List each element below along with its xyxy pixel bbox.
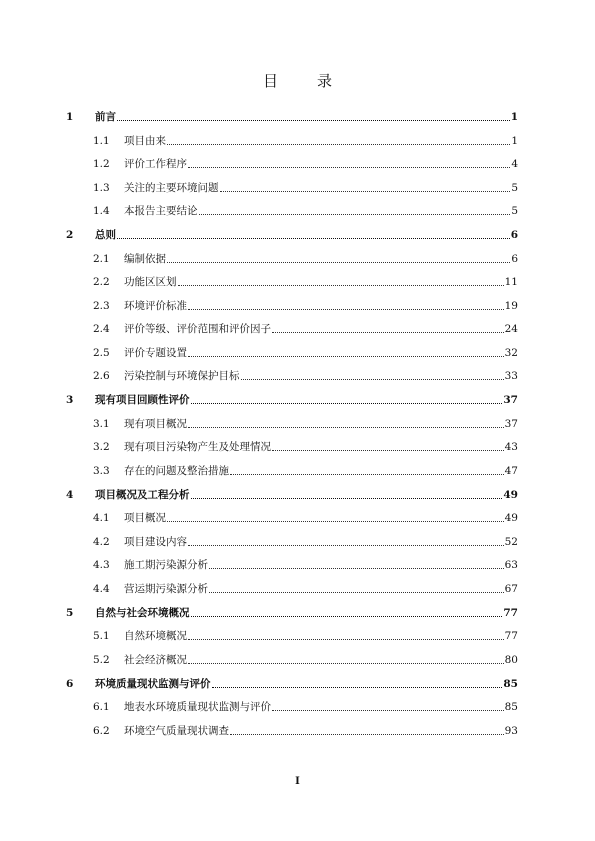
- toc-entry-number: 2.3: [93, 299, 110, 312]
- toc-dot-leader: [188, 166, 510, 168]
- toc-dot-leader: [188, 638, 504, 640]
- toc-dot-leader: [188, 662, 504, 664]
- toc-entry-title: 自然环境概况: [124, 630, 187, 642]
- toc-entry-number: 5.2: [93, 653, 110, 666]
- toc-entry-number: 2.2: [93, 276, 110, 288]
- toc-entry-number: 1: [66, 111, 74, 123]
- toc-entry-title: 评价工作程序: [124, 158, 187, 170]
- toc-entry-number: 3.1: [93, 417, 110, 430]
- toc-section-entry[interactable]: [66, 620, 518, 644]
- toc-entry-title: 项目概况: [124, 512, 166, 524]
- toc-entry-page: 1: [511, 134, 518, 147]
- toc-entry-title: 评价专题设置: [124, 346, 187, 359]
- toc-entry-number: 6.2: [93, 724, 110, 737]
- toc-entry-page: 19: [504, 299, 518, 312]
- toc-entry-page: 85: [504, 701, 518, 713]
- toc-section-entry[interactable]: [66, 313, 518, 337]
- toc-dot-leader: [167, 143, 510, 145]
- toc-dot-leader: [199, 213, 511, 215]
- toc-section-entry[interactable]: [66, 691, 518, 715]
- toc-entry-title: 关注的主要环境问题: [124, 181, 219, 194]
- toc-entry-title: 营运期污染源分析: [124, 582, 208, 595]
- toc-entry-page: 85: [503, 677, 518, 690]
- toc-entry-page: 37: [503, 394, 518, 406]
- toc-entry-number: 1.4: [93, 205, 110, 217]
- toc-entry-page: 49: [504, 512, 518, 524]
- toc-section-entry[interactable]: [66, 572, 518, 596]
- toc-entry-number: 6.1: [93, 701, 110, 713]
- toc-entry-page: 43: [504, 441, 518, 453]
- toc-entry-title: 前言: [95, 111, 116, 123]
- toc-entry-title: 环境质量现状监测与评价: [95, 677, 211, 690]
- toc-entry-number: 4.3: [93, 559, 110, 571]
- toc-dot-leader: [272, 709, 504, 711]
- toc-dot-leader: [188, 426, 504, 428]
- toc-entry-page: 67: [504, 582, 518, 595]
- toc-dot-leader: [188, 355, 504, 357]
- toc-entry-page: 5: [511, 181, 518, 194]
- toc-section-entry[interactable]: [66, 195, 518, 219]
- toc-dot-leader: [191, 497, 503, 499]
- toc-entry-page: 77: [504, 630, 518, 642]
- toc-entry-number: 1.2: [93, 158, 110, 170]
- toc-entry-page: 63: [504, 559, 518, 571]
- toc-entry-page: 24: [504, 323, 518, 335]
- toc-dot-leader: [188, 308, 504, 310]
- toc-entry-title: 功能区区划: [124, 276, 177, 288]
- toc-entry-number: 2.4: [93, 323, 110, 335]
- toc-section-entry[interactable]: [66, 124, 518, 148]
- toc-entry-number: 4: [66, 488, 74, 501]
- toc-entry-number: 4.4: [93, 582, 110, 595]
- toc-dot-leader: [191, 615, 503, 617]
- toc-dot-leader: [272, 331, 504, 333]
- toc-dot-leader: [178, 284, 504, 286]
- toc-entry-number: 1.1: [93, 134, 110, 147]
- toc-dot-leader: [220, 190, 511, 192]
- toc-entry-title: 地表水环境质量现状监测与评价: [124, 701, 271, 713]
- toc-entry-title: 自然与社会环境概况: [95, 606, 190, 619]
- toc-entry-page: 11: [504, 276, 518, 288]
- toc-entry-number: 3: [66, 394, 74, 406]
- toc-dot-leader: [188, 544, 504, 546]
- toc-entry-page: 5: [511, 205, 518, 217]
- toc-section-entry[interactable]: [66, 242, 518, 266]
- toc-entry-number: 3.3: [93, 464, 110, 477]
- page-number: I: [295, 776, 300, 787]
- toc-entry-title: 本报告主要结论: [124, 205, 198, 217]
- toc-section-entry[interactable]: [66, 266, 518, 290]
- toc-entry-title: 环境空气质量现状调查: [124, 724, 229, 737]
- toc-chapter-entry[interactable]: [66, 478, 518, 502]
- toc-chapter-entry[interactable]: [66, 102, 518, 124]
- toc-entry-number: 1.3: [93, 181, 110, 194]
- toc-dot-leader: [272, 449, 504, 451]
- toc-entry-page: 80: [504, 653, 518, 666]
- toc-entry-title: 评价等级、评价范围和评价因子: [124, 323, 271, 335]
- toc-entry-number: 4.1: [93, 512, 110, 524]
- toc-entry-title: 污染控制与环境保护目标: [124, 370, 240, 382]
- toc-entry-title: 现有项目污染物产生及处理情况: [124, 441, 271, 453]
- toc-entry-page: 4: [511, 158, 518, 170]
- toc-entry-number: 3.2: [93, 441, 110, 453]
- toc-section-entry[interactable]: [66, 360, 518, 384]
- toc-chapter-entry[interactable]: [66, 383, 518, 407]
- toc-section-entry[interactable]: [66, 714, 518, 738]
- toc-entry-number: 6: [66, 677, 74, 690]
- toc-section-entry[interactable]: [66, 502, 518, 526]
- toc-entry-page: 6: [510, 229, 518, 241]
- toc-dot-leader: [209, 567, 504, 569]
- toc-entry-number: 2.1: [93, 252, 110, 265]
- toc-entry-title: 现有项目回顾性评价: [95, 394, 190, 406]
- toc-entry-page: 47: [504, 464, 518, 477]
- page-title: 目 录: [262, 72, 344, 90]
- toc-dot-leader: [117, 237, 510, 239]
- toc-chapter-entry[interactable]: [66, 596, 518, 620]
- table-of-contents: [66, 102, 518, 738]
- toc-entry-page: 33: [504, 370, 518, 382]
- toc-entry-title: 项目由来: [124, 134, 166, 147]
- toc-entry-title: 环境评价标准: [124, 299, 187, 312]
- toc-entry-number: 2.6: [93, 370, 110, 382]
- toc-section-entry[interactable]: [66, 407, 518, 431]
- toc-dot-leader: [212, 686, 503, 688]
- toc-entry-page: 32: [504, 346, 518, 359]
- toc-entry-page: 1: [510, 111, 518, 123]
- toc-section-entry[interactable]: [66, 454, 518, 478]
- toc-dot-leader: [230, 473, 504, 475]
- toc-section-entry[interactable]: [66, 289, 518, 313]
- toc-entry-page: 49: [503, 488, 518, 501]
- toc-entry-page: 37: [504, 417, 518, 430]
- toc-entry-title: 社会经济概况: [124, 653, 187, 666]
- toc-entry-title: 项目概况及工程分析: [95, 488, 190, 501]
- toc-entry-number: 2: [66, 229, 74, 241]
- toc-entry-title: 总则: [95, 229, 116, 241]
- toc-dot-leader: [117, 119, 510, 121]
- toc-dot-leader: [241, 378, 504, 380]
- toc-dot-leader: [167, 261, 510, 263]
- toc-entry-page: 6: [511, 252, 518, 265]
- toc-dot-leader: [191, 402, 503, 404]
- toc-entry-number: 2.5: [93, 346, 110, 359]
- toc-section-entry[interactable]: [66, 643, 518, 667]
- toc-entry-title: 施工期污染源分析: [124, 559, 208, 571]
- toc-entry-page: 52: [504, 535, 518, 548]
- toc-section-entry[interactable]: [66, 525, 518, 549]
- toc-entry-page: 93: [504, 724, 518, 737]
- toc-section-entry[interactable]: [66, 431, 518, 455]
- toc-entry-title: 项目建设内容: [124, 535, 187, 548]
- toc-entry-page: 77: [503, 606, 518, 619]
- toc-section-entry[interactable]: [66, 148, 518, 172]
- toc-entry-title: 编制依据: [124, 252, 166, 265]
- toc-section-entry[interactable]: [66, 171, 518, 195]
- toc-entry-number: 5: [66, 606, 74, 619]
- toc-entry-title: 现有项目概况: [124, 417, 187, 430]
- toc-section-entry[interactable]: [66, 336, 518, 360]
- toc-entry-title: 存在的问题及整治措施: [124, 464, 229, 477]
- toc-chapter-entry[interactable]: [66, 667, 518, 691]
- toc-entry-number: 5.1: [93, 630, 110, 642]
- toc-dot-leader: [167, 520, 504, 522]
- toc-section-entry[interactable]: [66, 549, 518, 573]
- toc-chapter-entry[interactable]: [66, 218, 518, 242]
- toc-entry-number: 4.2: [93, 535, 110, 548]
- toc-dot-leader: [230, 733, 504, 735]
- toc-dot-leader: [209, 591, 504, 593]
